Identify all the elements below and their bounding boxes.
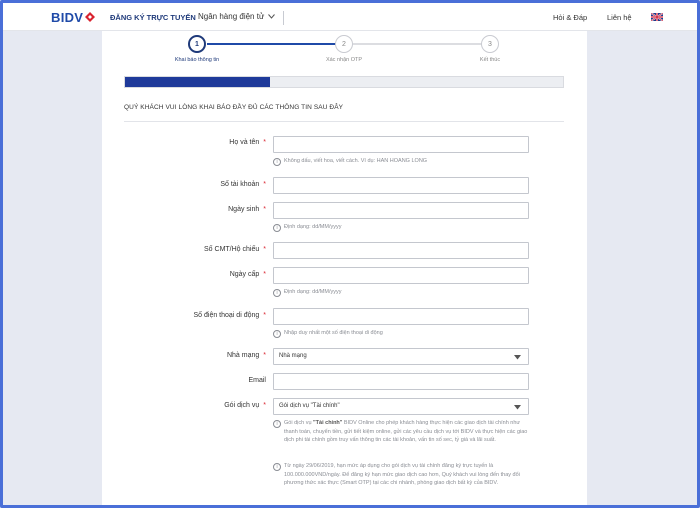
birth-date-label — [228, 206, 266, 213]
required-asterisk: * — [263, 181, 266, 188]
id-number-label-text: Số CMT/Hộ chiếu — [204, 246, 260, 253]
step-3-label: Kết thúc — [479, 57, 501, 63]
progress-bar — [124, 76, 564, 88]
issue-date-hint — [273, 289, 341, 297]
form-section-title: QUÝ KHÁCH VUI LÒNG KHAI BÁO ĐẦY ĐỦ CÁC THÔNG TIN SAU ĐÂY — [124, 104, 344, 111]
birth-date-hint — [273, 224, 341, 232]
service-desc-rest: BIDV Online cho phép khách hàng thực hiện các giao dịch tài chính như thanh toán, chuyển tiền, gửi tiết kiệm online, gửi các yêu cầu dịch vụ tới BIDV và thực hiện các giao dịch phi tài chính gồm truy vấn thông tin các tài khoản, vấn tin số sec, tỷ giá và lãi suất. — [284, 420, 528, 444]
account-number-input[interactable] — [273, 177, 529, 194]
service-desc-prefix: Gói dịch vụ — [284, 420, 314, 426]
service-package-label — [224, 402, 266, 409]
registration-card — [102, 31, 587, 508]
step-1-number: 1 — [195, 40, 199, 48]
full-name-hint — [273, 158, 427, 166]
full-name-hint-text: Không dấu, viết hoa, viết cách. Ví dụ: HAN HOANG LONG — [284, 158, 428, 164]
birth-date-hint-text: Định dạng: dd/MM/yyyy — [284, 224, 342, 230]
issue-date-input[interactable] — [273, 267, 529, 284]
required-asterisk: * — [263, 352, 266, 359]
service-package-select[interactable] — [273, 398, 529, 415]
caret-down-icon — [514, 405, 521, 410]
service-package-select-value: Gói dịch vụ "Tài chính" — [279, 403, 340, 409]
uk-flag-icon[interactable] — [651, 13, 663, 21]
required-asterisk: * — [263, 402, 266, 409]
progress-fill — [125, 77, 270, 87]
info-icon: i — [273, 420, 281, 428]
step-2-number: 2 — [342, 40, 346, 48]
info-icon: i — [273, 330, 281, 338]
issue-date-label-text: Ngày cấp — [229, 271, 260, 278]
service-package-label-text: Gói dịch vụ — [224, 402, 260, 409]
step-3-circle — [481, 35, 499, 53]
birth-date-label-text: Ngày sinh — [228, 206, 260, 213]
carrier-label — [227, 352, 266, 359]
service-package-note-text: Từ ngày 29/06/2019, hạn mức áp dụng cho gói dịch vụ tài chính đăng ký trực tuyến là 100.000.000VND/ngày. Để đăng ký hạn mức giao dịch cao hơn, Quý khách vui lòng đến thay đổi phương thức xác thực (Smart OTP) tại các chi nhánh, phòng giao dịch bất kỳ của BIDV. — [284, 463, 520, 487]
account-number-label-text: Số tài khoản — [220, 181, 260, 188]
nav-divider — [283, 11, 284, 25]
required-asterisk: * — [263, 206, 266, 213]
info-icon: i — [273, 289, 281, 297]
required-asterisk: * — [263, 246, 266, 253]
carrier-select-value: Nhà mạng — [279, 353, 307, 359]
carrier-select[interactable] — [273, 348, 529, 365]
info-icon: i — [273, 463, 281, 471]
full-name-label-text: Họ và tên — [229, 139, 260, 146]
issue-date-label — [230, 271, 266, 278]
phone-input[interactable] — [273, 308, 529, 325]
service-package-desc-text — [284, 419, 531, 445]
full-name-label — [229, 139, 266, 146]
carrier-label-text: Nhà mạng — [226, 352, 260, 359]
info-icon: i — [273, 158, 281, 166]
phone-hint — [273, 330, 383, 338]
info-icon: i — [273, 224, 281, 232]
caret-down-icon — [514, 355, 521, 360]
step-2-circle — [335, 35, 353, 53]
logo-mark-icon — [85, 12, 95, 22]
contact-link[interactable]: Liên hệ — [607, 13, 632, 22]
registration-title: ĐĂNG KÝ TRỰC TUYẾN — [110, 13, 196, 22]
faq-link[interactable]: Hỏi & Đáp — [553, 13, 588, 22]
step-connector-1 — [207, 43, 343, 45]
birth-date-input[interactable] — [273, 202, 529, 219]
bank-menu-label: Ngân hàng điện tử — [198, 12, 265, 21]
service-package-description — [273, 419, 531, 445]
top-header — [3, 3, 697, 31]
step-1-circle — [188, 35, 206, 53]
logo-text: BIDV — [51, 9, 84, 25]
service-desc-bold: "Tài chính" — [313, 420, 343, 426]
issue-date-hint-text: Định dạng: dd/MM/yyyy — [284, 289, 342, 295]
account-number-label — [220, 181, 266, 188]
bank-menu-dropdown[interactable] — [198, 12, 275, 21]
required-asterisk: * — [263, 139, 266, 146]
id-number-input[interactable] — [273, 242, 529, 259]
step-3-number: 3 — [488, 40, 492, 48]
section-divider — [124, 121, 564, 122]
phone-hint-text: Nhập duy nhất một số điện thoại di động — [284, 330, 383, 336]
full-name-input[interactable] — [273, 136, 529, 153]
phone-label-text: Số điện thoại di động — [193, 312, 260, 319]
required-asterisk: * — [263, 271, 266, 278]
step-1-label: Khai báo thông tin — [174, 57, 220, 63]
chevron-down-icon — [268, 14, 275, 19]
email-input[interactable] — [273, 373, 529, 390]
required-asterisk: * — [263, 312, 266, 319]
step-2-label: Xác nhận OTP — [325, 57, 363, 63]
service-package-note — [273, 462, 531, 488]
id-number-label — [204, 246, 266, 253]
phone-label — [193, 312, 266, 319]
step-connector-2 — [353, 43, 489, 45]
email-label-text: Email — [248, 377, 266, 384]
bidv-logo[interactable] — [51, 10, 95, 24]
email-label — [248, 377, 266, 384]
